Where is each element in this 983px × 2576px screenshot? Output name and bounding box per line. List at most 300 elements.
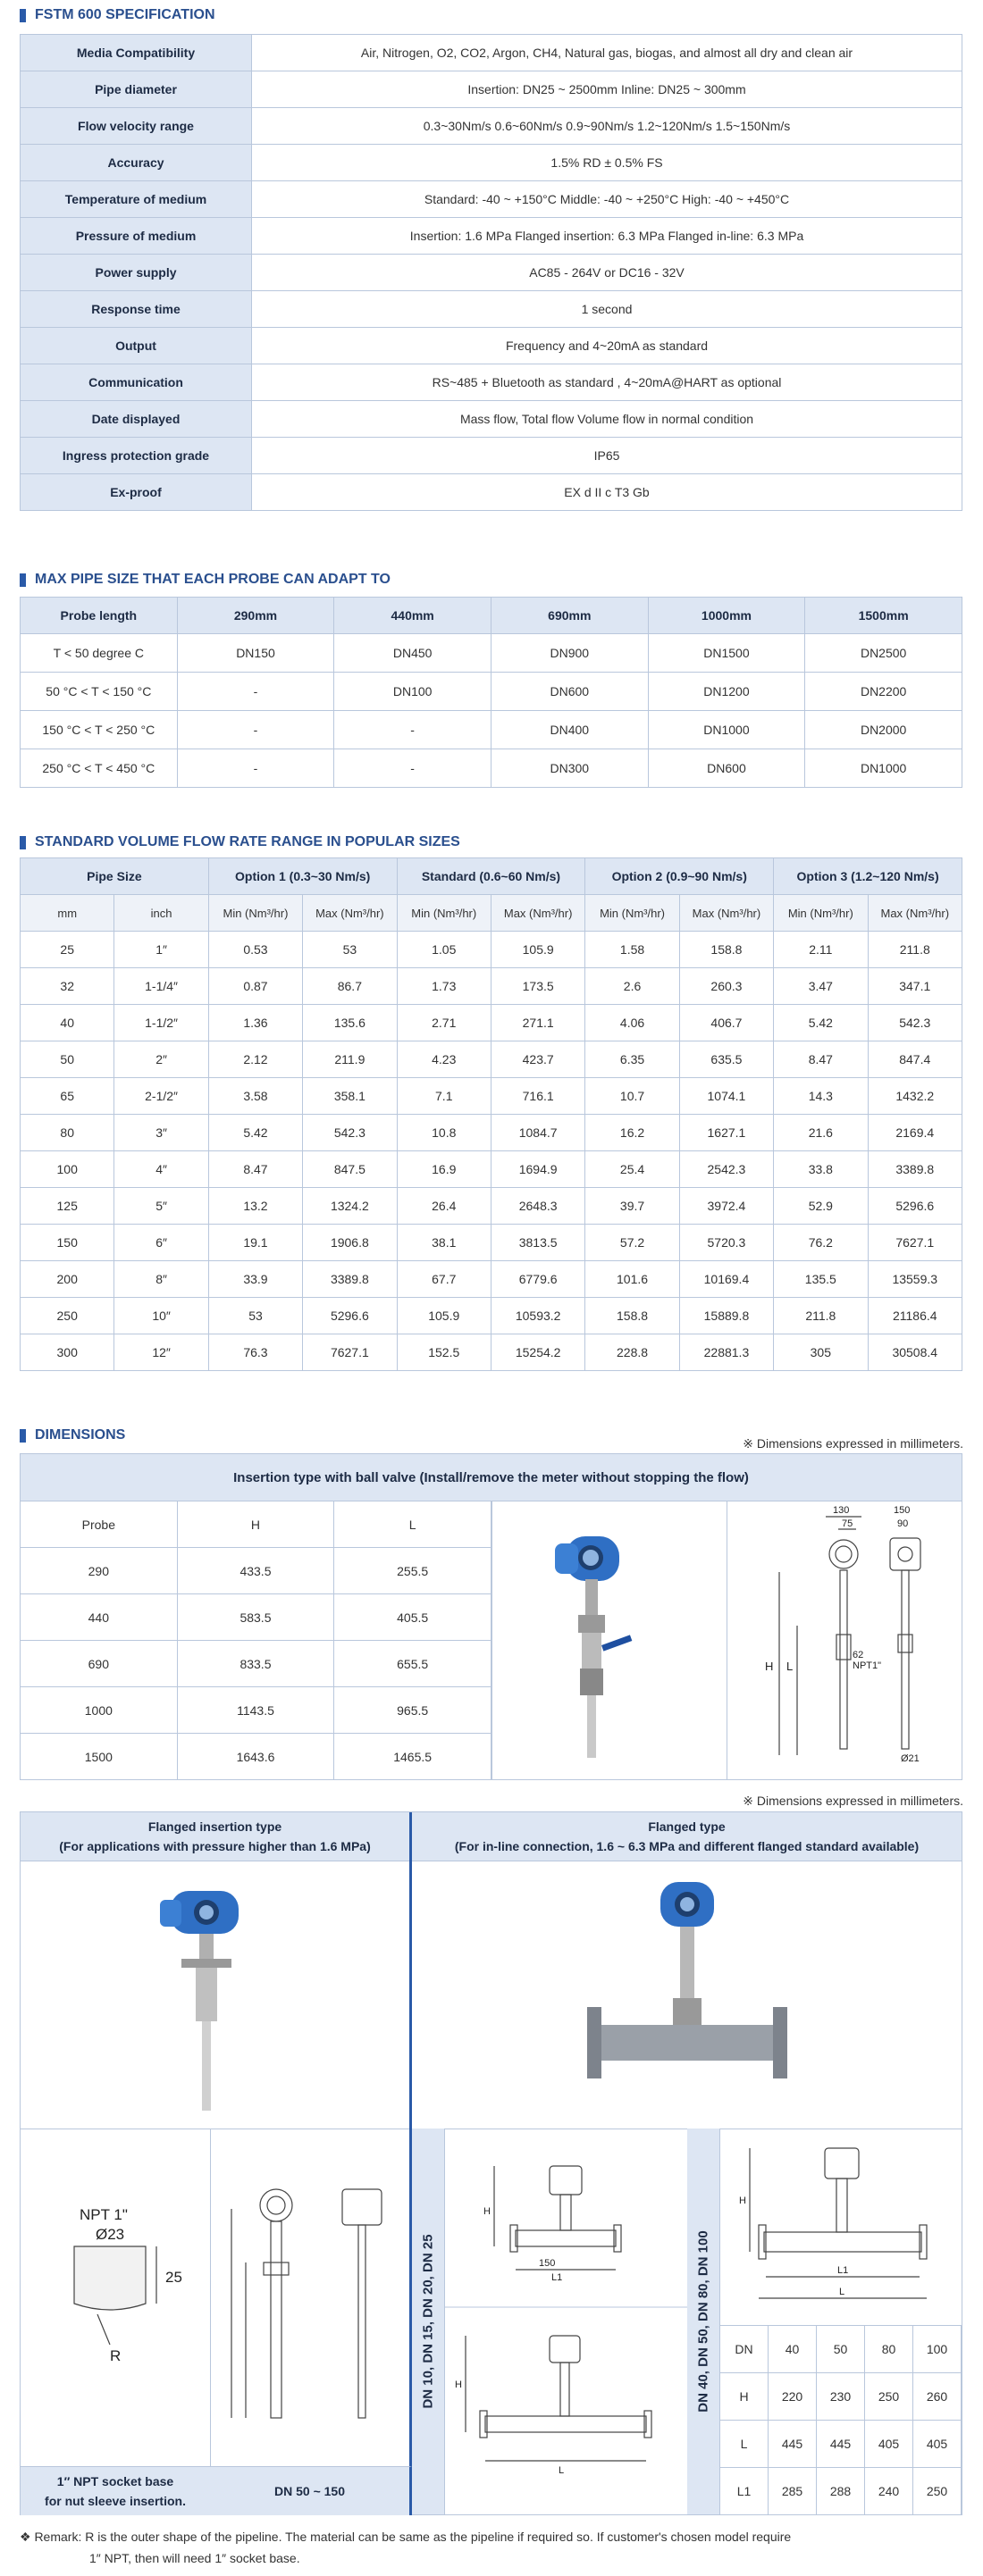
spec-value: Insertion: DN25 ~ 2500mm Inline: DN25 ~ 300mm — [252, 71, 962, 108]
flow-cell: 101.6 — [585, 1261, 679, 1298]
insertion-row — [21, 1687, 492, 1734]
flow-cell: 2.12 — [208, 1041, 302, 1078]
flow-cell: 6779.6 — [491, 1261, 584, 1298]
spec-row — [21, 35, 962, 71]
flow-cell: 15254.2 — [491, 1334, 584, 1371]
flow-cell: 271.1 — [491, 1005, 584, 1041]
large-dn-dimension-drawing — [719, 2129, 962, 2325]
insertion-cell: 833.5 — [177, 1641, 334, 1687]
spec-table — [20, 34, 962, 511]
flow-cell: 57.2 — [585, 1225, 679, 1261]
probe-header-cell: 1500mm — [805, 598, 962, 634]
flow-sub-header: Max (Nm³/hr) — [868, 895, 962, 932]
flow-sub-header: Min (Nm³/hr) — [585, 895, 679, 932]
flow-cell: 2.6 — [585, 968, 679, 1005]
spec-value: Air, Nitrogen, O2, CO2, Argon, CH4, Natural gas, biogas, and almost all dry and clean air — [252, 35, 962, 71]
insertion-header-cell: H — [177, 1501, 334, 1548]
flow-cell: 32 — [21, 968, 114, 1005]
flow-title: STANDARD VOLUME FLOW RATE RANGE IN POPULAR SIZES — [20, 832, 460, 852]
insertion-row — [21, 1641, 492, 1687]
flow-cell: 1.73 — [397, 968, 491, 1005]
flow-sub-header: Max (Nm³/hr) — [491, 895, 584, 932]
spec-key: Output — [21, 328, 252, 364]
spec-row — [21, 145, 962, 181]
probe-row — [21, 634, 962, 673]
socket-drawing — [21, 2129, 211, 2466]
large-l1: L1 — [837, 2265, 849, 2276]
flow-cell: 158.8 — [585, 1298, 679, 1334]
probe-cell: DN2500 — [805, 634, 962, 673]
probe-cell: DN450 — [334, 634, 492, 673]
spec-value: Frequency and 4~20mA as standard — [252, 328, 962, 364]
flow-cell: 125 — [21, 1188, 114, 1225]
insertion-cell: 1000 — [21, 1687, 178, 1734]
flow-cell: 211.9 — [303, 1041, 397, 1078]
spec-title: FSTM 600 SPECIFICATION — [20, 5, 215, 25]
flow-cell: 86.7 — [303, 968, 397, 1005]
flow-cell: 21186.4 — [868, 1298, 962, 1334]
probe-cell: DN1500 — [648, 634, 805, 673]
flow-row — [21, 1261, 962, 1298]
flow-cell: 4.23 — [397, 1041, 491, 1078]
flow-cell: 4″ — [114, 1151, 208, 1188]
flow-cell: 406.7 — [679, 1005, 773, 1041]
flow-cell: 80 — [21, 1115, 114, 1151]
probe-cell: DN150 — [177, 634, 334, 673]
small-150: 150 — [539, 2258, 556, 2269]
flow-cell: 5296.6 — [868, 1188, 962, 1225]
section-marker — [20, 573, 26, 587]
flow-cell: 2169.4 — [868, 1115, 962, 1151]
dn-large-label-cell — [687, 2129, 720, 2514]
probe-row — [21, 673, 962, 711]
flow-cell: 76.2 — [774, 1225, 868, 1261]
dn50-caption: DN 50 ~ 150 — [210, 2466, 412, 2515]
flow-group-header: Standard (0.6~60 Nm/s) — [397, 858, 585, 895]
flow-cell: 5296.6 — [303, 1298, 397, 1334]
probe-cell: - — [177, 673, 334, 711]
dn-cell: 288 — [817, 2468, 865, 2515]
flow-cell: 173.5 — [491, 968, 584, 1005]
flow-cell: 3972.4 — [679, 1188, 773, 1225]
flow-cell: 1-1/4″ — [114, 968, 208, 1005]
probe-cell: DN300 — [491, 749, 648, 788]
dn-cell: L — [720, 2421, 769, 2468]
flow-cell: 33.9 — [208, 1261, 302, 1298]
flow-cell: 150 — [21, 1225, 114, 1261]
flow-cell: 53 — [208, 1298, 302, 1334]
insertion-table — [20, 1501, 492, 1780]
flow-sub-header: Min (Nm³/hr) — [774, 895, 868, 932]
flow-cell: 0.87 — [208, 968, 302, 1005]
flow-cell: 6.35 — [585, 1041, 679, 1078]
flow-cell: 250 — [21, 1298, 114, 1334]
flow-cell: 305 — [774, 1334, 868, 1371]
flow-cell: 10169.4 — [679, 1261, 773, 1298]
dn-cell: H — [720, 2373, 769, 2421]
probe-row — [21, 749, 962, 788]
insertion-row — [21, 1734, 492, 1780]
dim-90: 90 — [897, 1518, 909, 1529]
flow-cell: 8.47 — [208, 1151, 302, 1188]
flow-cell: 1.36 — [208, 1005, 302, 1041]
dn-header-cell: DN — [720, 2326, 769, 2373]
dn-cell: 250 — [865, 2373, 913, 2421]
flow-cell: 65 — [21, 1078, 114, 1115]
flow-sub-header-row — [21, 895, 962, 932]
spec-key: Media Compatibility — [21, 35, 252, 71]
flow-cell: 847.5 — [303, 1151, 397, 1188]
spec-row — [21, 328, 962, 364]
flow-cell: 228.8 — [585, 1334, 679, 1371]
insertion-header-cell: L — [334, 1501, 492, 1548]
flow-cell: 15889.8 — [679, 1298, 773, 1334]
dn-header-row — [720, 2326, 962, 2373]
flow-cell: 30508.4 — [868, 1334, 962, 1371]
probe-cell: - — [334, 749, 492, 788]
insertion-header-cell: Probe — [21, 1501, 178, 1548]
flow-cell: 7627.1 — [303, 1334, 397, 1371]
flow-row — [21, 1115, 962, 1151]
small-dn-drawing — [444, 2129, 688, 2514]
large-dn-drawing — [719, 2129, 962, 2326]
flow-cell: 3.58 — [208, 1078, 302, 1115]
insertion-row — [21, 1548, 492, 1594]
spec-key: Pipe diameter — [21, 71, 252, 108]
dn-header-cell: 100 — [913, 2326, 962, 2373]
probe-cell: T < 50 degree C — [21, 634, 178, 673]
flow-table — [20, 857, 962, 1371]
dn-row — [720, 2373, 962, 2421]
flow-cell: 200 — [21, 1261, 114, 1298]
dn-small-label: DN 10, DN 15, DN 20, DN 25 — [420, 2234, 436, 2409]
flow-cell: 105.9 — [397, 1298, 491, 1334]
dn-header-cell: 40 — [769, 2326, 817, 2373]
probe-header-cell: 1000mm — [648, 598, 805, 634]
flow-cell: 0.53 — [208, 932, 302, 968]
flow-cell: 40 — [21, 1005, 114, 1041]
dn-header-cell: 80 — [865, 2326, 913, 2373]
flow-cell: 152.5 — [397, 1334, 491, 1371]
insertion-dimension-drawing — [726, 1501, 962, 1779]
flow-cell: 1627.1 — [679, 1115, 773, 1151]
spec-value: RS~485 + Bluetooth as standard , 4~20mA@HART as optional — [252, 364, 962, 401]
probe-cell: DN2000 — [805, 711, 962, 749]
flow-row — [21, 1225, 962, 1261]
insertion-photo — [492, 1501, 727, 1779]
flow-cell: 5720.3 — [679, 1225, 773, 1261]
flow-cell: 22881.3 — [679, 1334, 773, 1371]
insertion-cell: 690 — [21, 1641, 178, 1687]
small-dn-dimension-drawing — [444, 2129, 687, 2514]
flow-cell: 135.5 — [774, 1261, 868, 1298]
insertion-cell: 655.5 — [334, 1641, 492, 1687]
probe-cell: - — [177, 711, 334, 749]
probe-cell: - — [334, 711, 492, 749]
flanged-insertion-header: Flanged insertion type (For applications with pressure higher than 1.6 MPa) — [21, 1812, 412, 1861]
dim-62: 62 — [853, 1650, 864, 1660]
flow-group-header: Option 3 (1.2~120 Nm/s) — [774, 858, 962, 895]
flow-cell: 347.1 — [868, 968, 962, 1005]
flow-cell: 1-1/2″ — [114, 1005, 208, 1041]
flow-cell: 211.8 — [868, 932, 962, 968]
flow-cell: 2″ — [114, 1041, 208, 1078]
flow-sub-header: Max (Nm³/hr) — [303, 895, 397, 932]
flow-group-header: Option 1 (0.3~30 Nm/s) — [208, 858, 397, 895]
dn-cell: 405 — [865, 2421, 913, 2468]
flow-cell: 2-1/2″ — [114, 1078, 208, 1115]
flow-cell: 76.3 — [208, 1334, 302, 1371]
spec-row — [21, 71, 962, 108]
dim-150: 150 — [894, 1505, 911, 1516]
spec-row — [21, 438, 962, 474]
flanged-photo — [412, 1861, 962, 2129]
flow-cell: 13.2 — [208, 1188, 302, 1225]
flow-cell: 3.47 — [774, 968, 868, 1005]
spec-value: 0.3~30Nm/s 0.6~60Nm/s 0.9~90Nm/s 1.2~120Nm/s 1.5~150Nm/s — [252, 108, 962, 145]
flow-cell: 7627.1 — [868, 1225, 962, 1261]
flow-cell: 423.7 — [491, 1041, 584, 1078]
probe-cell: DN400 — [491, 711, 648, 749]
flow-cell: 1324.2 — [303, 1188, 397, 1225]
flanged-insertion-photo — [21, 1861, 412, 2129]
probe-cell: DN100 — [334, 673, 492, 711]
section-marker — [20, 836, 26, 849]
probe-cell: DN1000 — [805, 749, 962, 788]
socket-phi: Ø23 — [96, 2226, 125, 2243]
flow-cell: 2.11 — [774, 932, 868, 968]
dim-130: 130 — [833, 1505, 850, 1516]
dn-cell: 260 — [913, 2373, 962, 2421]
dn-cell: 445 — [769, 2421, 817, 2468]
flow-cell: 5.42 — [774, 1005, 868, 1041]
insertion-block — [20, 1453, 962, 1780]
flow-sub-header: mm — [21, 895, 114, 932]
dim-h: H — [765, 1660, 774, 1673]
dims-note-2: ※ Dimensions expressed in millimeters. — [743, 1794, 963, 1808]
flow-cell: 14.3 — [774, 1078, 868, 1115]
flow-cell: 1.58 — [585, 932, 679, 968]
small-h-bottom: H — [455, 2379, 462, 2390]
flow-sub-header: Min (Nm³/hr) — [397, 895, 491, 932]
spec-value: IP65 — [252, 438, 962, 474]
small-h-top: H — [483, 2206, 491, 2217]
remark-line-1: ❖ Remark: R is the outer shape of the pipeline. The material can be same as the pipeline if required so. If customer's chosen model require — [20, 2530, 792, 2544]
spec-row — [21, 108, 962, 145]
insertion-title: Insertion type with ball valve (Install/remove the meter without stopping the flow) — [21, 1454, 962, 1501]
flow-group-header: Pipe Size — [21, 858, 209, 895]
dn50-dimension-drawing — [210, 2129, 409, 2466]
dn-cell: L1 — [720, 2468, 769, 2515]
probe-cell: DN1200 — [648, 673, 805, 711]
probe-header-cell: 690mm — [491, 598, 648, 634]
dim-npt: NPT1" — [853, 1660, 882, 1671]
dn-cell: 220 — [769, 2373, 817, 2421]
dn-cell: 285 — [769, 2468, 817, 2515]
spec-row — [21, 364, 962, 401]
socket-h: 25 — [165, 2269, 182, 2286]
flow-sub-header: inch — [114, 895, 208, 932]
dim-phi21: Ø21 — [901, 1753, 920, 1764]
probe-header-cell: 290mm — [177, 598, 334, 634]
insertion-header-row — [21, 1501, 492, 1548]
insertion-cell: 1643.6 — [177, 1734, 334, 1780]
dn-cell: 240 — [865, 2468, 913, 2515]
probe-cell: DN600 — [648, 749, 805, 788]
flow-cell: 542.3 — [303, 1115, 397, 1151]
flow-cell: 3″ — [114, 1115, 208, 1151]
spec-row — [21, 401, 962, 438]
flow-cell: 6″ — [114, 1225, 208, 1261]
flow-cell: 39.7 — [585, 1188, 679, 1225]
small-l: L — [559, 2465, 565, 2476]
flow-cell: 8″ — [114, 1261, 208, 1298]
spec-value: Insertion: 1.6 MPa Flanged insertion: 6.3 MPa Flanged in-line: 6.3 MPa — [252, 218, 962, 255]
flow-cell: 67.7 — [397, 1261, 491, 1298]
flow-cell: 16.9 — [397, 1151, 491, 1188]
insertion-cell: 440 — [21, 1594, 178, 1641]
spec-key: Power supply — [21, 255, 252, 291]
flow-cell: 50 — [21, 1041, 114, 1078]
flow-cell: 5″ — [114, 1188, 208, 1225]
flow-cell: 26.4 — [397, 1188, 491, 1225]
flow-cell: 1694.9 — [491, 1151, 584, 1188]
flow-cell: 100 — [21, 1151, 114, 1188]
flow-row — [21, 968, 962, 1005]
flow-row — [21, 1334, 962, 1371]
flow-cell: 635.5 — [679, 1041, 773, 1078]
flow-cell: 1074.1 — [679, 1078, 773, 1115]
flow-cell: 52.9 — [774, 1188, 868, 1225]
flow-cell: 53 — [303, 932, 397, 968]
flow-cell: 12″ — [114, 1334, 208, 1371]
dn-cell: 445 — [817, 2421, 865, 2468]
flanged-insertion-meter-image — [21, 1861, 409, 2129]
spec-key: Date displayed — [21, 401, 252, 438]
spec-key: Accuracy — [21, 145, 252, 181]
flow-cell: 847.4 — [868, 1041, 962, 1078]
flow-row — [21, 1298, 962, 1334]
socket-r: R — [110, 2347, 122, 2364]
spec-value: 1.5% RD ± 0.5% FS — [252, 145, 962, 181]
insertion-cell: 290 — [21, 1548, 178, 1594]
probe-cell: DN600 — [491, 673, 648, 711]
flow-cell: 2542.3 — [679, 1151, 773, 1188]
small-l1: L1 — [551, 2272, 563, 2283]
spec-row — [21, 218, 962, 255]
flow-cell: 716.1 — [491, 1078, 584, 1115]
flow-cell: 8.47 — [774, 1041, 868, 1078]
socket-caption: 1″ NPT socket base for nut sleeve insertion. — [21, 2466, 211, 2515]
flanged-block — [20, 1811, 962, 2515]
dim-75: 75 — [842, 1518, 853, 1529]
spec-key: Response time — [21, 291, 252, 328]
probe-cell: DN2200 — [805, 673, 962, 711]
dn-table — [719, 2325, 962, 2515]
flow-row — [21, 1005, 962, 1041]
large-l: L — [839, 2287, 845, 2297]
dn-small-label-cell — [412, 2129, 445, 2514]
insertion-cell: 965.5 — [334, 1687, 492, 1734]
spec-value: 1 second — [252, 291, 962, 328]
insertion-cell: 583.5 — [177, 1594, 334, 1641]
flow-cell: 135.6 — [303, 1005, 397, 1041]
flow-cell: 16.2 — [585, 1115, 679, 1151]
dims-note-1: ※ Dimensions expressed in millimeters. — [743, 1436, 963, 1451]
dn-cell: 230 — [817, 2373, 865, 2421]
dn-row — [720, 2421, 962, 2468]
flow-cell: 105.9 — [491, 932, 584, 968]
flow-group-header: Option 2 (0.9~90 Nm/s) — [585, 858, 774, 895]
flow-cell: 10.8 — [397, 1115, 491, 1151]
probe-header-cell: Probe length — [21, 598, 178, 634]
flow-cell: 38.1 — [397, 1225, 491, 1261]
flow-row — [21, 932, 962, 968]
insertion-cell: 255.5 — [334, 1548, 492, 1594]
spec-value: Mass flow, Total flow Volume flow in normal condition — [252, 401, 962, 438]
flow-cell: 260.3 — [679, 968, 773, 1005]
spec-row — [21, 255, 962, 291]
flow-sub-header: Min (Nm³/hr) — [208, 895, 302, 932]
flow-cell: 4.06 — [585, 1005, 679, 1041]
spec-row — [21, 291, 962, 328]
insertion-cell: 405.5 — [334, 1594, 492, 1641]
flow-cell: 33.8 — [774, 1151, 868, 1188]
flow-cell: 5.42 — [208, 1115, 302, 1151]
spec-row — [21, 474, 962, 511]
flow-cell: 2648.3 — [491, 1188, 584, 1225]
dn-large-label: DN 40, DN 50, DN 80, DN 100 — [695, 2230, 711, 2413]
dim-l: L — [786, 1660, 794, 1673]
probe-cell: 250 °C < T < 450 °C — [21, 749, 178, 788]
spec-value: EX d II c T3 Gb — [252, 474, 962, 511]
insertion-cell: 433.5 — [177, 1548, 334, 1594]
flow-cell: 358.1 — [303, 1078, 397, 1115]
section-marker — [20, 1429, 26, 1443]
insertion-cell: 1500 — [21, 1734, 178, 1780]
flow-cell: 13559.3 — [868, 1261, 962, 1298]
probe-cell: - — [177, 749, 334, 788]
probe-cell: DN1000 — [648, 711, 805, 749]
flow-row — [21, 1078, 962, 1115]
remark-line-2: 1″ NPT, then will need 1″ socket base. — [89, 2551, 300, 2565]
flow-cell: 158.8 — [679, 932, 773, 968]
flow-sub-header: Max (Nm³/hr) — [679, 895, 773, 932]
flow-cell: 1.05 — [397, 932, 491, 968]
dims-title: DIMENSIONS — [20, 1426, 125, 1445]
flow-cell: 2.71 — [397, 1005, 491, 1041]
flow-cell: 1084.7 — [491, 1115, 584, 1151]
flow-row — [21, 1151, 962, 1188]
probe-row — [21, 711, 962, 749]
spec-key: Temperature of medium — [21, 181, 252, 218]
dn-header-cell: 50 — [817, 2326, 865, 2373]
flow-cell: 7.1 — [397, 1078, 491, 1115]
spec-key: Pressure of medium — [21, 218, 252, 255]
flow-cell: 25.4 — [585, 1151, 679, 1188]
spec-row — [21, 181, 962, 218]
probe-table — [20, 597, 962, 788]
dn-row — [720, 2468, 962, 2515]
insertion-row — [21, 1594, 492, 1641]
flow-row — [21, 1041, 962, 1078]
probe-title: MAX PIPE SIZE THAT EACH PROBE CAN ADAPT TO — [20, 570, 391, 590]
dn50-drawing — [210, 2129, 412, 2466]
flow-cell: 19.1 — [208, 1225, 302, 1261]
dn-cell: 250 — [913, 2468, 962, 2515]
flow-cell: 3389.8 — [868, 1151, 962, 1188]
spec-key: Ex-proof — [21, 474, 252, 511]
